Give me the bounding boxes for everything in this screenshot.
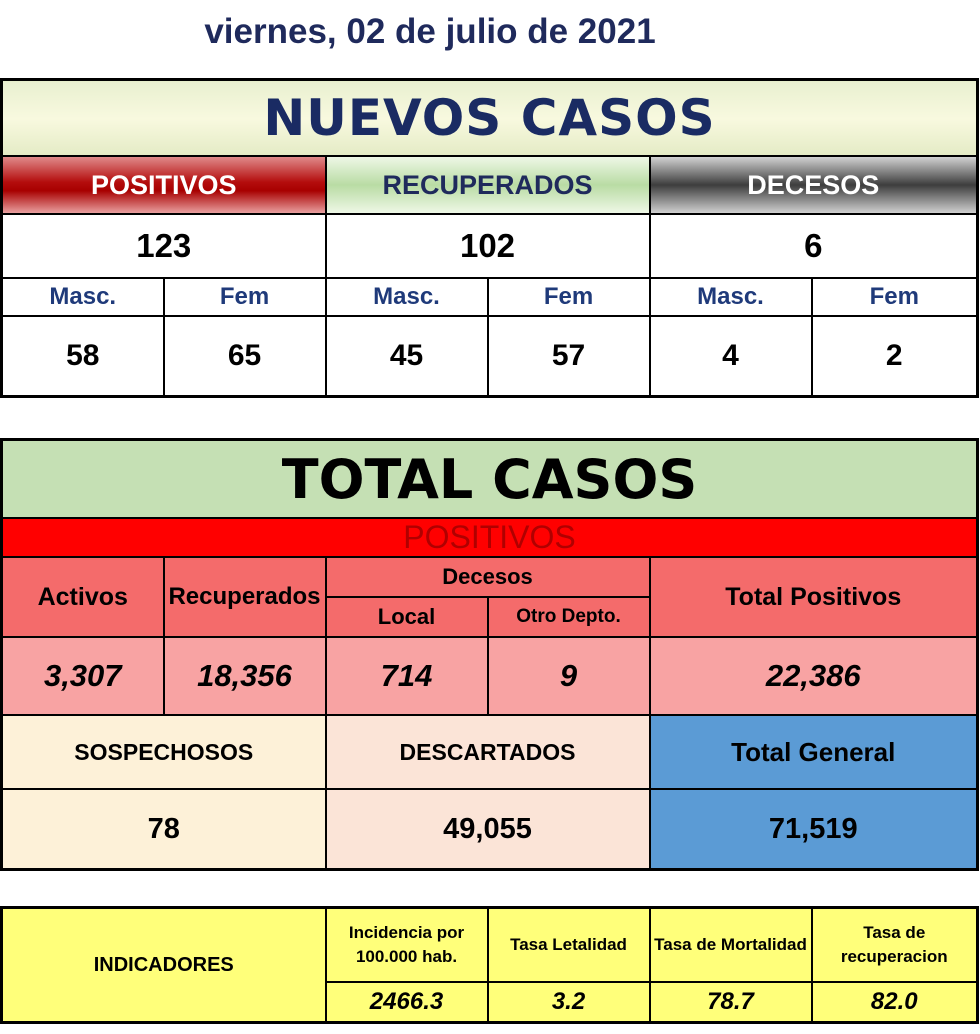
indicadores-table (0, 906, 979, 1024)
sospechosos-value: 78 (2, 789, 326, 870)
recuperados-masc-value: 45 (326, 316, 488, 397)
nuevos-decesos-header: DECESOS (650, 156, 978, 214)
activos-header: Activos (2, 557, 164, 637)
nuevos-casos-title: NUEVOS CASOS (2, 80, 978, 157)
recuperados-masc-label: Masc. (326, 278, 488, 316)
positivos-masc-value: 58 (2, 316, 164, 397)
total-positivos-banner: POSITIVOS (2, 518, 978, 557)
nuevos-recuperados-total: 102 (326, 214, 650, 278)
otro-depto-value: 9 (488, 637, 650, 715)
decesos-masc-label: Masc. (650, 278, 812, 316)
decesos-fem-value: 2 (812, 316, 978, 397)
positivos-fem-value: 65 (164, 316, 326, 397)
incidencia-value: 2466.3 (326, 982, 488, 1023)
recuperados-value: 18,356 (164, 637, 326, 715)
nuevos-casos-table (0, 78, 979, 398)
mortalidad-header: Tasa de Mortalidad (650, 908, 812, 983)
nuevos-positivos-total: 123 (2, 214, 326, 278)
local-value: 714 (326, 637, 488, 715)
otro-depto-header: Otro Depto. (488, 597, 650, 637)
recuperacion-value: 82.0 (812, 982, 978, 1023)
nuevos-decesos-total: 6 (650, 214, 978, 278)
total-general-header: Total General (650, 715, 978, 789)
nuevos-recuperados-header: RECUPERADOS (326, 156, 650, 214)
local-header: Local (326, 597, 488, 637)
report-date: viernes, 02 de julio de 2021 (204, 12, 656, 51)
total-positivos-header: Total Positivos (650, 557, 978, 637)
positivos-fem-label: Fem (164, 278, 326, 316)
descartados-value: 49,055 (326, 789, 650, 870)
incidencia-header: Incidencia por 100.000 hab. (326, 908, 488, 983)
letalidad-header: Tasa Letalidad (488, 908, 650, 983)
recuperados-fem-value: 57 (488, 316, 650, 397)
total-casos-title: TOTAL CASOS (2, 440, 978, 519)
total-casos-table (0, 438, 979, 871)
letalidad-value: 3.2 (488, 982, 650, 1023)
total-positivos-value: 22,386 (650, 637, 978, 715)
indicadores-label: INDICADORES (2, 908, 326, 1023)
recuperacion-header: Tasa de recuperacion (812, 908, 978, 983)
total-general-value: 71,519 (650, 789, 978, 870)
decesos-header: Decesos (326, 557, 650, 597)
activos-value: 3,307 (2, 637, 164, 715)
positivos-masc-label: Masc. (2, 278, 164, 316)
decesos-masc-value: 4 (650, 316, 812, 397)
recuperados-fem-label: Fem (488, 278, 650, 316)
nuevos-positivos-header: POSITIVOS (2, 156, 326, 214)
mortalidad-value: 78.7 (650, 982, 812, 1023)
descartados-header: DESCARTADOS (326, 715, 650, 789)
recuperados-header: Recuperados (164, 557, 326, 637)
sospechosos-header: SOSPECHOSOS (2, 715, 326, 789)
decesos-fem-label: Fem (812, 278, 978, 316)
